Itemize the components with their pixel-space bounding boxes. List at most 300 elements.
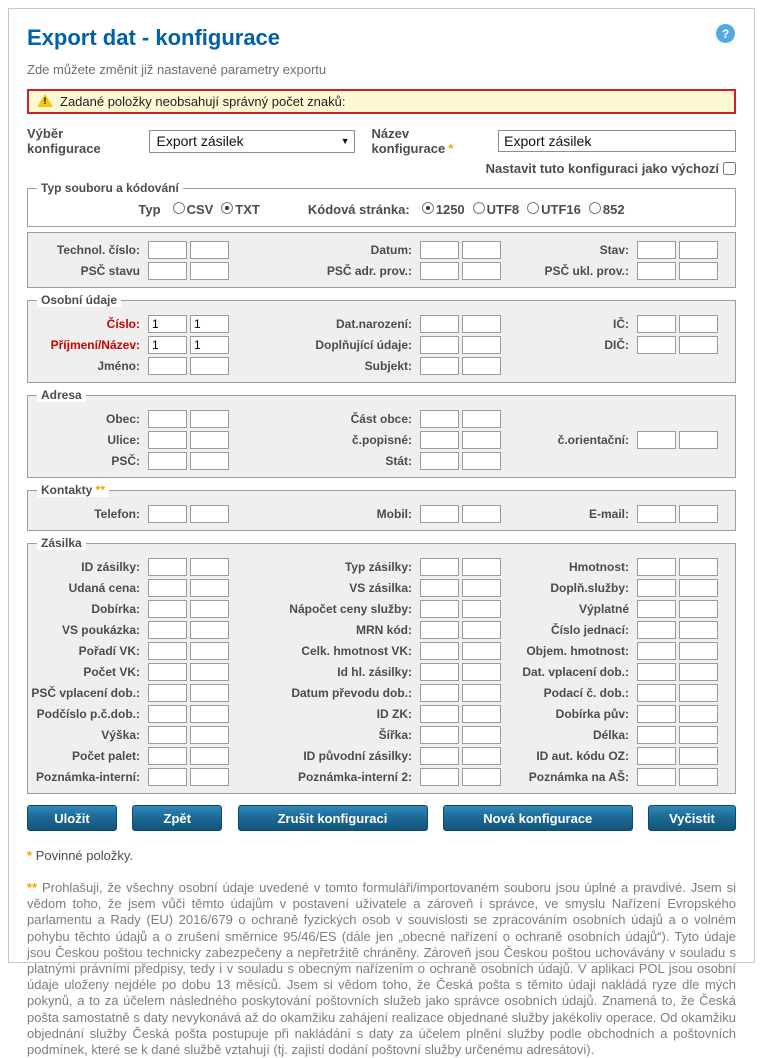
field-input[interactable] bbox=[420, 684, 459, 702]
field-input[interactable] bbox=[462, 579, 501, 597]
file-type-radio-row bbox=[28, 202, 735, 217]
help-icon[interactable]: ? bbox=[716, 24, 735, 43]
field-row bbox=[28, 726, 735, 744]
field-input[interactable] bbox=[148, 410, 187, 428]
field-cell bbox=[28, 241, 229, 259]
field-input[interactable] bbox=[637, 262, 676, 280]
field-cell bbox=[229, 315, 501, 333]
field-row bbox=[28, 705, 735, 723]
field-label: Počet palet: bbox=[71, 749, 140, 763]
export-configuration-panel bbox=[8, 8, 755, 1058]
field-input[interactable] bbox=[190, 357, 229, 375]
configuration-name-input[interactable] bbox=[498, 130, 736, 152]
field-input[interactable] bbox=[462, 663, 501, 681]
field-label: Id hl. zásilky: bbox=[337, 665, 412, 679]
field-input[interactable] bbox=[679, 663, 718, 681]
field-row bbox=[28, 558, 735, 576]
field-cell bbox=[28, 579, 229, 597]
field-row bbox=[28, 642, 735, 660]
field-cell bbox=[229, 241, 501, 259]
field-label: Podací č. dob.: bbox=[543, 686, 629, 700]
codepage-radio-852[interactable] bbox=[589, 202, 601, 214]
field-label: ID aut. kódu OZ: bbox=[536, 749, 629, 763]
field-input[interactable] bbox=[420, 558, 459, 576]
field-cell bbox=[28, 684, 229, 702]
field-label: PSČ adr. prov.: bbox=[326, 264, 412, 278]
field-cell bbox=[501, 315, 735, 333]
field-label: Typ zásilky: bbox=[344, 560, 412, 574]
warning-text: Zadané položky neobsahují správný počet znaků: bbox=[60, 94, 346, 109]
field-label: VS zásilka: bbox=[349, 581, 412, 595]
field-label: Technol. číslo: bbox=[56, 243, 140, 257]
field-label: PSČ: bbox=[111, 454, 140, 468]
field-cell bbox=[501, 768, 735, 786]
required-fields-note: * Povinné položky. bbox=[27, 848, 134, 863]
default-configuration-label: Nastavit tuto konfiguraci jako výchozí bbox=[485, 161, 719, 176]
field-cell bbox=[28, 452, 229, 470]
field-label: Ulice: bbox=[107, 433, 140, 447]
field-input[interactable] bbox=[420, 600, 459, 618]
field-label: E-mail: bbox=[588, 507, 629, 521]
field-cell bbox=[229, 336, 501, 354]
field-label: Telefon: bbox=[94, 507, 140, 521]
fieldset-file-type-encoding bbox=[27, 181, 736, 227]
field-label: Počet VK: bbox=[83, 665, 140, 679]
field-cell bbox=[501, 684, 735, 702]
field-input[interactable] bbox=[637, 241, 676, 259]
field-input[interactable] bbox=[679, 642, 718, 660]
field-label: Datum převodu dob.: bbox=[291, 686, 412, 700]
field-input[interactable] bbox=[679, 747, 718, 765]
field-input[interactable] bbox=[462, 684, 501, 702]
field-input[interactable] bbox=[420, 431, 459, 449]
field-input[interactable] bbox=[679, 558, 718, 576]
cancel-configuration-button[interactable]: Zrušit konfiguraci bbox=[238, 805, 428, 831]
field-input[interactable] bbox=[462, 336, 501, 354]
field-input[interactable] bbox=[420, 705, 459, 723]
action-buttons-row bbox=[27, 805, 736, 831]
field-input[interactable] bbox=[679, 431, 718, 449]
clear-button[interactable]: Vyčistit bbox=[648, 805, 736, 831]
field-input[interactable] bbox=[148, 747, 187, 765]
field-input[interactable] bbox=[148, 705, 187, 723]
fieldset-address-legend: Adresa bbox=[37, 388, 86, 402]
field-input[interactable] bbox=[420, 663, 459, 681]
field-input[interactable] bbox=[679, 684, 718, 702]
field-label: IČ: bbox=[613, 317, 629, 331]
field-label: Dat.narození: bbox=[335, 317, 412, 331]
field-cell bbox=[28, 747, 229, 765]
field-cell bbox=[28, 410, 229, 428]
codepage-radio-utf16[interactable] bbox=[527, 202, 539, 214]
field-input[interactable] bbox=[420, 452, 459, 470]
field-cell bbox=[229, 747, 501, 765]
field-label: ID zásilky: bbox=[81, 560, 140, 574]
field-cell bbox=[229, 262, 501, 280]
legal-double-asterisk: ** bbox=[27, 880, 38, 895]
field-input[interactable] bbox=[679, 768, 718, 786]
field-label: Výplatné bbox=[578, 602, 629, 616]
file-type-radio-csv[interactable] bbox=[173, 202, 185, 214]
field-label: Číslo: bbox=[106, 317, 140, 331]
field-row bbox=[28, 505, 735, 523]
fieldset-file-type-legend: Typ souboru a kódování bbox=[37, 181, 183, 195]
field-cell bbox=[28, 558, 229, 576]
fieldset-contacts bbox=[27, 483, 736, 531]
field-input[interactable] bbox=[462, 600, 501, 618]
field-input[interactable] bbox=[148, 600, 187, 618]
field-cell bbox=[229, 410, 501, 428]
field-input[interactable] bbox=[190, 410, 229, 428]
field-cell bbox=[229, 684, 501, 702]
codepage-radio-1250[interactable] bbox=[422, 202, 434, 214]
field-input[interactable] bbox=[637, 621, 676, 639]
field-input[interactable] bbox=[462, 315, 501, 333]
fieldset-personal-data-legend: Osobní údaje bbox=[37, 293, 121, 307]
field-cell bbox=[229, 621, 501, 639]
field-input[interactable] bbox=[462, 642, 501, 660]
field-label: č.orientační: bbox=[557, 433, 629, 447]
codepage-radio-label: UTF8 bbox=[486, 202, 520, 217]
field-label: Poznámka-interní 2: bbox=[297, 770, 412, 784]
field-label: Poznámka na AŠ: bbox=[528, 770, 629, 784]
field-input[interactable] bbox=[420, 768, 459, 786]
field-input[interactable] bbox=[679, 621, 718, 639]
field-input[interactable] bbox=[190, 452, 229, 470]
field-cell bbox=[229, 505, 501, 523]
configuration-row bbox=[27, 126, 736, 156]
codepage-radio-label: 1250 bbox=[435, 202, 465, 217]
field-label: Příjmení/Název: bbox=[50, 338, 140, 352]
field-input[interactable] bbox=[420, 410, 459, 428]
field-cell bbox=[28, 621, 229, 639]
field-input[interactable] bbox=[462, 262, 501, 280]
field-input[interactable] bbox=[420, 747, 459, 765]
back-button[interactable]: Zpět bbox=[132, 805, 222, 831]
field-input[interactable] bbox=[148, 262, 187, 280]
field-input[interactable] bbox=[462, 241, 501, 259]
field-input[interactable] bbox=[190, 315, 229, 333]
field-cell bbox=[501, 452, 735, 470]
field-input[interactable] bbox=[462, 621, 501, 639]
field-cell bbox=[501, 705, 735, 723]
field-cell bbox=[229, 642, 501, 660]
field-input[interactable] bbox=[190, 431, 229, 449]
field-label: Část obce: bbox=[350, 412, 412, 426]
field-input[interactable] bbox=[148, 315, 187, 333]
field-label: Výška: bbox=[101, 728, 140, 742]
gdpr-legal-text: ** Prohlašuji, že všechny osobní údaje uvedené v tomto formuláři/importovaném souboru jsou úplné a pravdivé. Jsem si vědom toho, že jsem vůči těmto údajům v postavení uživatele a zároveň i správce, ve smyslu Nařízení Evropského parlamentu a Rady (EU) 2016/679 o ochraně fyzických osob v souvislosti se zpracováním osobních údajů a o volném pohybu těchto údajů a o zrušení směrnice 95/46/ES (dále jen „obecné nařízení o ochraně osobních údajů“). Tyto údaje jsou Českou poštou technicky zabezpečeny a nepřetržitě chráněny. Zároveň jsou Českou poštou uchovávány v souladu s platnými právními předpisy, tedy i v souladu s obecným nařízením o ochraně osobních údajů. V aplikaci POL jsou osobní údaje uloženy nejdéle po dobu 13 měsíců. Jsem si vědom toho, že Česká pošta s těmito údaji nakládá ryze dle mých pokynů, a to za účelem následného poskytování poštovních služeb jako správce osobních údajů. Znamená to, že Česká pošta samostatně s daty nevykonává až do okamžiku zahájení realizace objednané služby jakékoliv operace. Od okamžiku objednání služby Česká pošta postupuje při nakládání s daty za účelem plnění služby podle obchodních a poštovních podmínek, které se k dané službě vztahují (tj. zajistí dodání poštovní služby určenému adresátovi). bbox=[27, 880, 736, 1058]
file-type-radio-label: CSV bbox=[186, 202, 214, 217]
validation-warning-banner bbox=[27, 89, 736, 114]
field-row bbox=[28, 241, 735, 259]
file-type-radio-txt[interactable] bbox=[221, 202, 233, 214]
field-input[interactable] bbox=[148, 579, 187, 597]
legend-double-asterisk: ** bbox=[92, 483, 106, 497]
field-input[interactable] bbox=[637, 663, 676, 681]
field-label: Stát: bbox=[385, 454, 412, 468]
field-label: VS poukázka: bbox=[61, 623, 140, 637]
field-input[interactable] bbox=[148, 431, 187, 449]
fieldset-contacts-legend: Kontakty ** bbox=[37, 483, 109, 497]
field-label: Pořadí VK: bbox=[78, 644, 140, 658]
field-row bbox=[28, 262, 735, 280]
field-label: Stav: bbox=[599, 243, 629, 257]
field-input[interactable] bbox=[679, 726, 718, 744]
field-input[interactable] bbox=[190, 505, 229, 523]
field-cell bbox=[501, 621, 735, 639]
field-input[interactable] bbox=[190, 600, 229, 618]
field-cell bbox=[28, 262, 229, 280]
type-label: Typ bbox=[138, 202, 161, 217]
field-input[interactable] bbox=[637, 579, 676, 597]
field-input[interactable] bbox=[190, 262, 229, 280]
field-cell bbox=[501, 336, 735, 354]
field-label: Délka: bbox=[592, 728, 629, 742]
field-row bbox=[28, 357, 735, 375]
field-cell bbox=[28, 336, 229, 354]
field-input[interactable] bbox=[637, 705, 676, 723]
field-input[interactable] bbox=[190, 684, 229, 702]
field-cell bbox=[501, 663, 735, 681]
field-cell bbox=[501, 431, 735, 449]
field-cell bbox=[229, 558, 501, 576]
field-label: Datum: bbox=[370, 243, 412, 257]
field-input[interactable] bbox=[637, 600, 676, 618]
field-input[interactable] bbox=[637, 431, 676, 449]
field-input[interactable] bbox=[148, 558, 187, 576]
field-input[interactable] bbox=[420, 336, 459, 354]
field-input[interactable] bbox=[462, 357, 501, 375]
field-cell bbox=[501, 726, 735, 744]
field-input[interactable] bbox=[637, 768, 676, 786]
field-input[interactable] bbox=[420, 505, 459, 523]
field-label: ID ZK: bbox=[376, 707, 412, 721]
field-row bbox=[28, 600, 735, 618]
field-input[interactable] bbox=[148, 357, 187, 375]
field-cell bbox=[28, 431, 229, 449]
field-row bbox=[28, 452, 735, 470]
field-input[interactable] bbox=[462, 768, 501, 786]
field-label: Číslo jednací: bbox=[550, 623, 629, 637]
field-input[interactable] bbox=[420, 579, 459, 597]
field-input[interactable] bbox=[148, 336, 187, 354]
field-input[interactable] bbox=[190, 705, 229, 723]
default-configuration-checkbox[interactable] bbox=[723, 162, 736, 175]
field-cell bbox=[501, 262, 735, 280]
field-cell bbox=[229, 768, 501, 786]
field-label: Podčíslo p.č.dob.: bbox=[36, 707, 140, 721]
field-label: Nápočet ceny služby: bbox=[289, 602, 412, 616]
field-row bbox=[28, 663, 735, 681]
field-row bbox=[28, 315, 735, 333]
field-cell bbox=[229, 600, 501, 618]
field-cell bbox=[501, 241, 735, 259]
field-input[interactable] bbox=[420, 357, 459, 375]
configuration-select-value: Export zásilek bbox=[156, 133, 244, 149]
field-input[interactable] bbox=[190, 747, 229, 765]
field-row bbox=[28, 431, 735, 449]
field-cell bbox=[28, 315, 229, 333]
field-cell bbox=[501, 747, 735, 765]
field-input[interactable] bbox=[679, 505, 718, 523]
field-cell bbox=[229, 579, 501, 597]
field-label: Celk. hmotnost VK: bbox=[301, 644, 412, 658]
codepage-label: Kódová stránka: bbox=[307, 202, 410, 217]
file-type-radio-label: TXT bbox=[235, 202, 260, 217]
field-label: č.popisné: bbox=[351, 433, 412, 447]
fieldset-shipment bbox=[27, 536, 736, 794]
field-input[interactable] bbox=[190, 663, 229, 681]
field-input[interactable] bbox=[679, 262, 718, 280]
field-cell bbox=[501, 579, 735, 597]
field-cell bbox=[28, 705, 229, 723]
field-label: Dobírka: bbox=[91, 602, 140, 616]
field-input[interactable] bbox=[148, 505, 187, 523]
required-asterisk: * bbox=[448, 141, 454, 156]
field-input[interactable] bbox=[148, 768, 187, 786]
field-cell bbox=[501, 505, 735, 523]
field-cell bbox=[28, 768, 229, 786]
save-button[interactable]: Uložit bbox=[27, 805, 117, 831]
field-row bbox=[28, 410, 735, 428]
field-input[interactable] bbox=[420, 726, 459, 744]
field-label: Subjekt: bbox=[364, 359, 412, 373]
field-label: Jméno: bbox=[97, 359, 140, 373]
configuration-name-label: Název konfigurace * bbox=[371, 126, 454, 156]
field-input[interactable] bbox=[148, 621, 187, 639]
field-row bbox=[28, 621, 735, 639]
field-row bbox=[28, 684, 735, 702]
field-input[interactable] bbox=[462, 726, 501, 744]
field-input[interactable] bbox=[462, 410, 501, 428]
field-input[interactable] bbox=[462, 431, 501, 449]
field-label: Dobírka pův: bbox=[555, 707, 629, 721]
field-input[interactable] bbox=[148, 642, 187, 660]
field-row bbox=[28, 747, 735, 765]
field-label: MRN kód: bbox=[356, 623, 412, 637]
field-input[interactable] bbox=[148, 663, 187, 681]
field-cell bbox=[501, 558, 735, 576]
field-input[interactable] bbox=[637, 505, 676, 523]
field-input[interactable] bbox=[420, 241, 459, 259]
field-input[interactable] bbox=[679, 241, 718, 259]
field-input[interactable] bbox=[420, 315, 459, 333]
field-input[interactable] bbox=[420, 642, 459, 660]
field-input[interactable] bbox=[148, 684, 187, 702]
field-input[interactable] bbox=[190, 241, 229, 259]
field-input[interactable] bbox=[462, 747, 501, 765]
field-input[interactable] bbox=[637, 336, 676, 354]
fieldset-shipment-legend: Zásilka bbox=[37, 536, 86, 550]
fieldset-technical bbox=[27, 232, 736, 288]
field-input[interactable] bbox=[462, 558, 501, 576]
field-cell bbox=[28, 726, 229, 744]
field-input[interactable] bbox=[148, 726, 187, 744]
field-cell bbox=[501, 357, 735, 375]
field-row bbox=[28, 579, 735, 597]
field-label: Šířka: bbox=[378, 728, 412, 742]
field-cell bbox=[229, 431, 501, 449]
configuration-select-label: Výběr konfigurace bbox=[27, 126, 101, 156]
dropdown-arrow-icon: ▼ bbox=[340, 136, 350, 146]
field-label: Udaná cena: bbox=[68, 581, 140, 595]
field-row bbox=[28, 336, 735, 354]
field-input[interactable] bbox=[679, 579, 718, 597]
field-label: Doplňující údaje: bbox=[315, 338, 412, 352]
field-input[interactable] bbox=[462, 452, 501, 470]
fieldset-personal-data bbox=[27, 293, 736, 383]
field-input[interactable] bbox=[190, 642, 229, 660]
field-cell bbox=[501, 410, 735, 428]
codepage-radio-utf8[interactable] bbox=[473, 202, 485, 214]
field-label: Poznámka-interní: bbox=[35, 770, 140, 784]
codepage-radio-label: UTF16 bbox=[541, 202, 581, 217]
field-input[interactable] bbox=[190, 579, 229, 597]
codepage-radio-label: 852 bbox=[602, 202, 625, 217]
page-subtitle: Zde můžete změnit již nastavené parametry exportu bbox=[27, 62, 327, 77]
field-label: Hmotnost: bbox=[569, 560, 629, 574]
field-label: DIČ: bbox=[604, 338, 629, 352]
field-input[interactable] bbox=[679, 336, 718, 354]
field-input[interactable] bbox=[637, 558, 676, 576]
new-configuration-button[interactable]: Nová konfigurace bbox=[443, 805, 633, 831]
field-cell bbox=[229, 357, 501, 375]
field-cell bbox=[229, 663, 501, 681]
field-label: Dat. vplacení dob.: bbox=[522, 665, 629, 679]
field-input[interactable] bbox=[148, 452, 187, 470]
field-input[interactable] bbox=[190, 768, 229, 786]
field-cell bbox=[28, 663, 229, 681]
field-input[interactable] bbox=[190, 726, 229, 744]
configuration-select[interactable] bbox=[149, 130, 354, 153]
field-cell bbox=[28, 505, 229, 523]
field-input[interactable] bbox=[637, 315, 676, 333]
field-label: Mobil: bbox=[376, 507, 412, 521]
field-input[interactable] bbox=[637, 642, 676, 660]
field-cell bbox=[501, 642, 735, 660]
field-input[interactable] bbox=[679, 315, 718, 333]
field-cell bbox=[229, 705, 501, 723]
field-cell bbox=[501, 600, 735, 618]
required-note-asterisk: * bbox=[27, 848, 33, 863]
field-input[interactable] bbox=[420, 262, 459, 280]
field-row bbox=[28, 768, 735, 786]
field-cell bbox=[229, 452, 501, 470]
field-label: Obec: bbox=[105, 412, 140, 426]
field-label: ID původní zásilky: bbox=[303, 749, 412, 763]
fieldset-address bbox=[27, 388, 736, 478]
field-label: Objem. hmotnost: bbox=[526, 644, 629, 658]
field-input[interactable] bbox=[190, 558, 229, 576]
field-input[interactable] bbox=[637, 747, 676, 765]
field-cell bbox=[28, 600, 229, 618]
field-input[interactable] bbox=[190, 621, 229, 639]
field-input[interactable] bbox=[462, 705, 501, 723]
field-cell bbox=[28, 642, 229, 660]
field-label: Doplň.služby: bbox=[550, 581, 629, 595]
page-title: Export dat - konfigurace bbox=[27, 25, 281, 50]
field-input[interactable] bbox=[190, 336, 229, 354]
field-input[interactable] bbox=[420, 621, 459, 639]
field-input[interactable] bbox=[462, 505, 501, 523]
field-input[interactable] bbox=[679, 600, 718, 618]
field-input[interactable] bbox=[637, 684, 676, 702]
field-input[interactable] bbox=[148, 241, 187, 259]
default-configuration-row bbox=[27, 161, 736, 176]
field-input[interactable] bbox=[679, 705, 718, 723]
field-input[interactable] bbox=[637, 726, 676, 744]
